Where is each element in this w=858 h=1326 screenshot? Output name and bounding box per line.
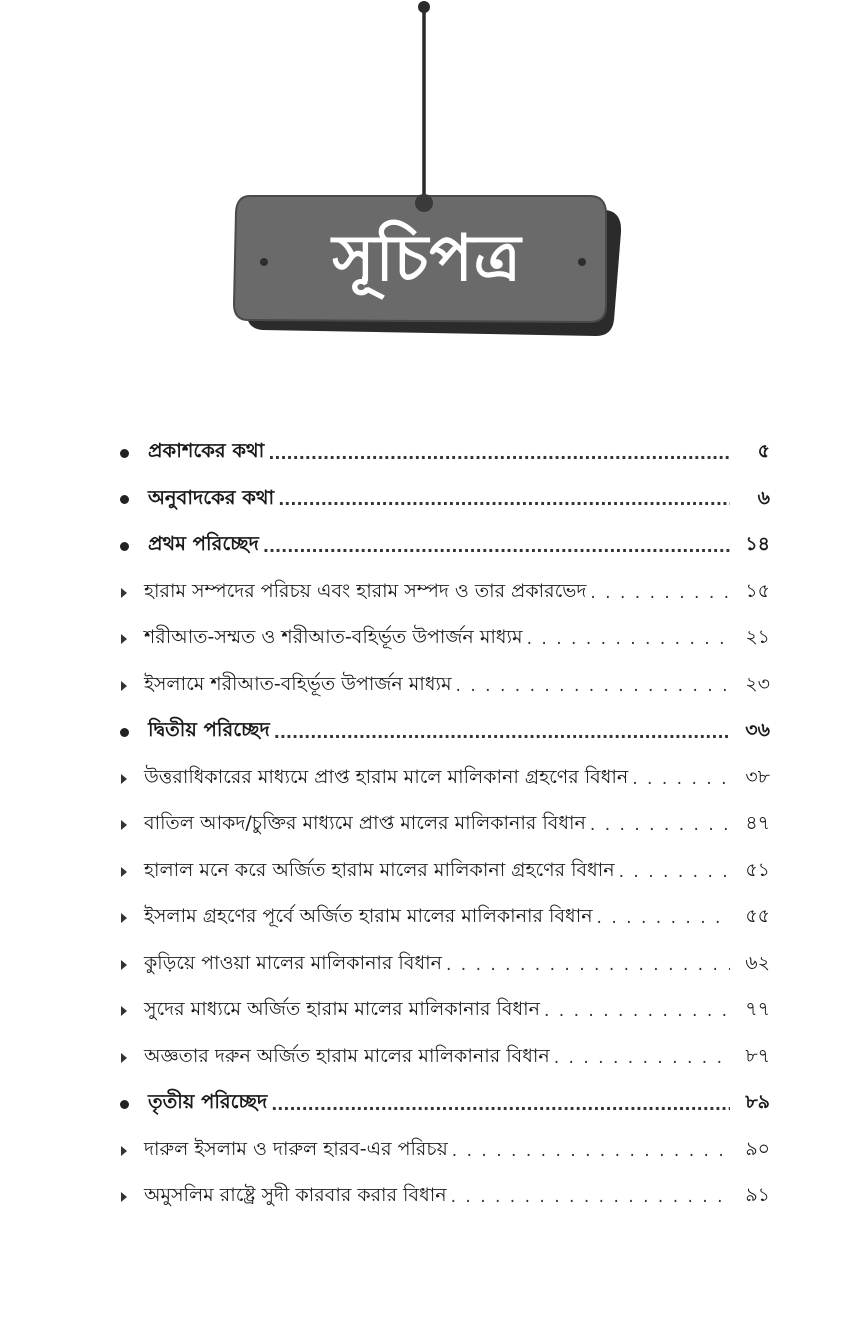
toc-item — [110, 942, 770, 989]
toc-page-number: ৩৮ — [745, 765, 770, 788]
toc-page-number: ২১ — [745, 626, 770, 649]
arrow-bullet-icon — [110, 681, 138, 691]
toc-title: হালাল মনে করে অর্জিত হারাম মালের মালিকানা গ্রহণের বিধান — [144, 858, 615, 881]
dot-leader — [271, 1095, 730, 1114]
dot-leader — [451, 1187, 730, 1207]
arrow-bullet-icon — [110, 634, 138, 644]
toc-item — [110, 1174, 770, 1221]
dot-leader — [597, 908, 730, 928]
toc-title: দ্বিতীয় পরিচ্ছেদ — [148, 718, 270, 742]
toc-title: প্রথম পরিচ্ছেদ — [148, 532, 259, 556]
bullet-icon — [110, 449, 138, 458]
toc-item — [110, 1035, 770, 1082]
toc-title: অজ্ঞতার দরুন অর্জিত হারাম মালের মালিকানার বিধান — [144, 1044, 550, 1067]
page-title: সূচিপত্র — [332, 220, 522, 296]
arrow-bullet-icon — [110, 960, 138, 970]
bullet-icon — [110, 495, 138, 504]
toc-title: হারাম সম্পদের পরিচয় এবং হারাম সম্পদ ও তার প্রকারভেদ — [144, 579, 587, 602]
toc-item — [110, 756, 770, 803]
toc-page-number: ৯১ — [745, 1184, 770, 1207]
toc-title: ইসলাম গ্রহণের পূর্বে অর্জিত হারাম মালের মালিকানার বিধান — [144, 905, 593, 928]
arrow-bullet-icon — [110, 1192, 138, 1202]
arrow-bullet-icon — [110, 1053, 138, 1063]
arrow-bullet-icon — [110, 588, 138, 598]
dot-leader — [452, 1141, 730, 1161]
dot-leader — [446, 955, 730, 975]
hanging-sign — [0, 0, 858, 360]
toc-title: প্রকাশকের কথা — [148, 439, 265, 463]
toc-item — [110, 663, 770, 710]
toc-section — [110, 709, 770, 756]
toc-page-number: ৫৫ — [745, 905, 770, 928]
dot-leader — [619, 862, 730, 882]
toc-title: কুড়িয়ে পাওয়া মালের মালিকানার বিধান — [144, 951, 442, 974]
arrow-bullet-icon — [110, 820, 138, 830]
bullet-icon — [110, 728, 138, 737]
toc-title: অনুবাদকের কথা — [148, 485, 275, 509]
toc-page-number: ৬২ — [745, 951, 770, 974]
dot-leader — [456, 676, 730, 696]
dot-leader — [278, 490, 730, 509]
toc-page-number: ৫১ — [745, 858, 770, 881]
toc-item — [110, 802, 770, 849]
toc-item — [110, 895, 770, 942]
toc-item — [110, 1128, 770, 1175]
toc-title: তৃতীয় পরিচ্ছেদ — [148, 1090, 268, 1114]
toc-page-number: ৪৭ — [745, 812, 770, 835]
toc-page-number: ২৩ — [745, 672, 770, 695]
dot-leader — [590, 815, 730, 835]
toc-page-number: ৮৯ — [745, 1091, 770, 1114]
dot-leader — [590, 583, 730, 603]
arrow-bullet-icon — [110, 1146, 138, 1156]
toc-title: বাতিল আকদ/চুক্তির মাধ্যমে প্রাপ্ত মালের মালিকানার বিধান — [144, 812, 586, 835]
toc-page-number: ৮৭ — [745, 1044, 770, 1067]
toc-section — [110, 430, 770, 477]
dot-leader — [268, 444, 730, 463]
toc-page-number: ১৪ — [745, 533, 770, 556]
toc-title: উত্তরাধিকারের মাধ্যমে প্রাপ্ত হারাম মালে মালিকানা গ্রহণের বিধান — [144, 765, 629, 788]
arrow-bullet-icon — [110, 774, 138, 784]
dot-leader — [263, 537, 730, 556]
toc-title: ইসলামে শরীআত-বহির্ভূত উপার্জন মাধ্যম — [144, 672, 452, 695]
toc-page-number: ৬ — [757, 486, 770, 509]
toc-page-number: ৫ — [757, 440, 770, 463]
toc-title: সুদের মাধ্যমে অর্জিত হারাম মালের মালিকানার বিধান — [144, 998, 540, 1021]
toc-item — [110, 616, 770, 663]
table-of-contents — [110, 430, 770, 1221]
dot-leader — [274, 723, 730, 742]
dot-leader — [544, 1001, 730, 1021]
dot-leader — [632, 769, 730, 789]
toc-section — [110, 523, 770, 570]
toc-section — [110, 477, 770, 524]
toc-page-number: ৯০ — [745, 1137, 770, 1160]
toc-page-number: ৭৭ — [745, 998, 770, 1021]
toc-page-number: ১৫ — [745, 579, 770, 602]
arrow-bullet-icon — [110, 867, 138, 877]
toc-title: দারুল ইসলাম ও দারুল হারব-এর পরিচয় — [144, 1137, 448, 1160]
toc-title: অমুসলিম রাষ্ট্রে সুদী কারবার করার বিধান — [144, 1184, 447, 1207]
dot-leader — [527, 629, 730, 649]
dot-leader — [554, 1048, 730, 1068]
toc-page-number: ৩৬ — [745, 719, 770, 742]
toc-item — [110, 988, 770, 1035]
toc-title: শরীআত-সম্মত ও শরীআত-বহির্ভূত উপার্জন মাধ্যম — [144, 626, 523, 649]
arrow-bullet-icon — [110, 1006, 138, 1016]
toc-item — [110, 570, 770, 617]
bullet-icon — [110, 542, 138, 551]
bullet-icon — [110, 1100, 138, 1109]
toc-item — [110, 849, 770, 896]
arrow-bullet-icon — [110, 913, 138, 923]
toc-section — [110, 1081, 770, 1128]
